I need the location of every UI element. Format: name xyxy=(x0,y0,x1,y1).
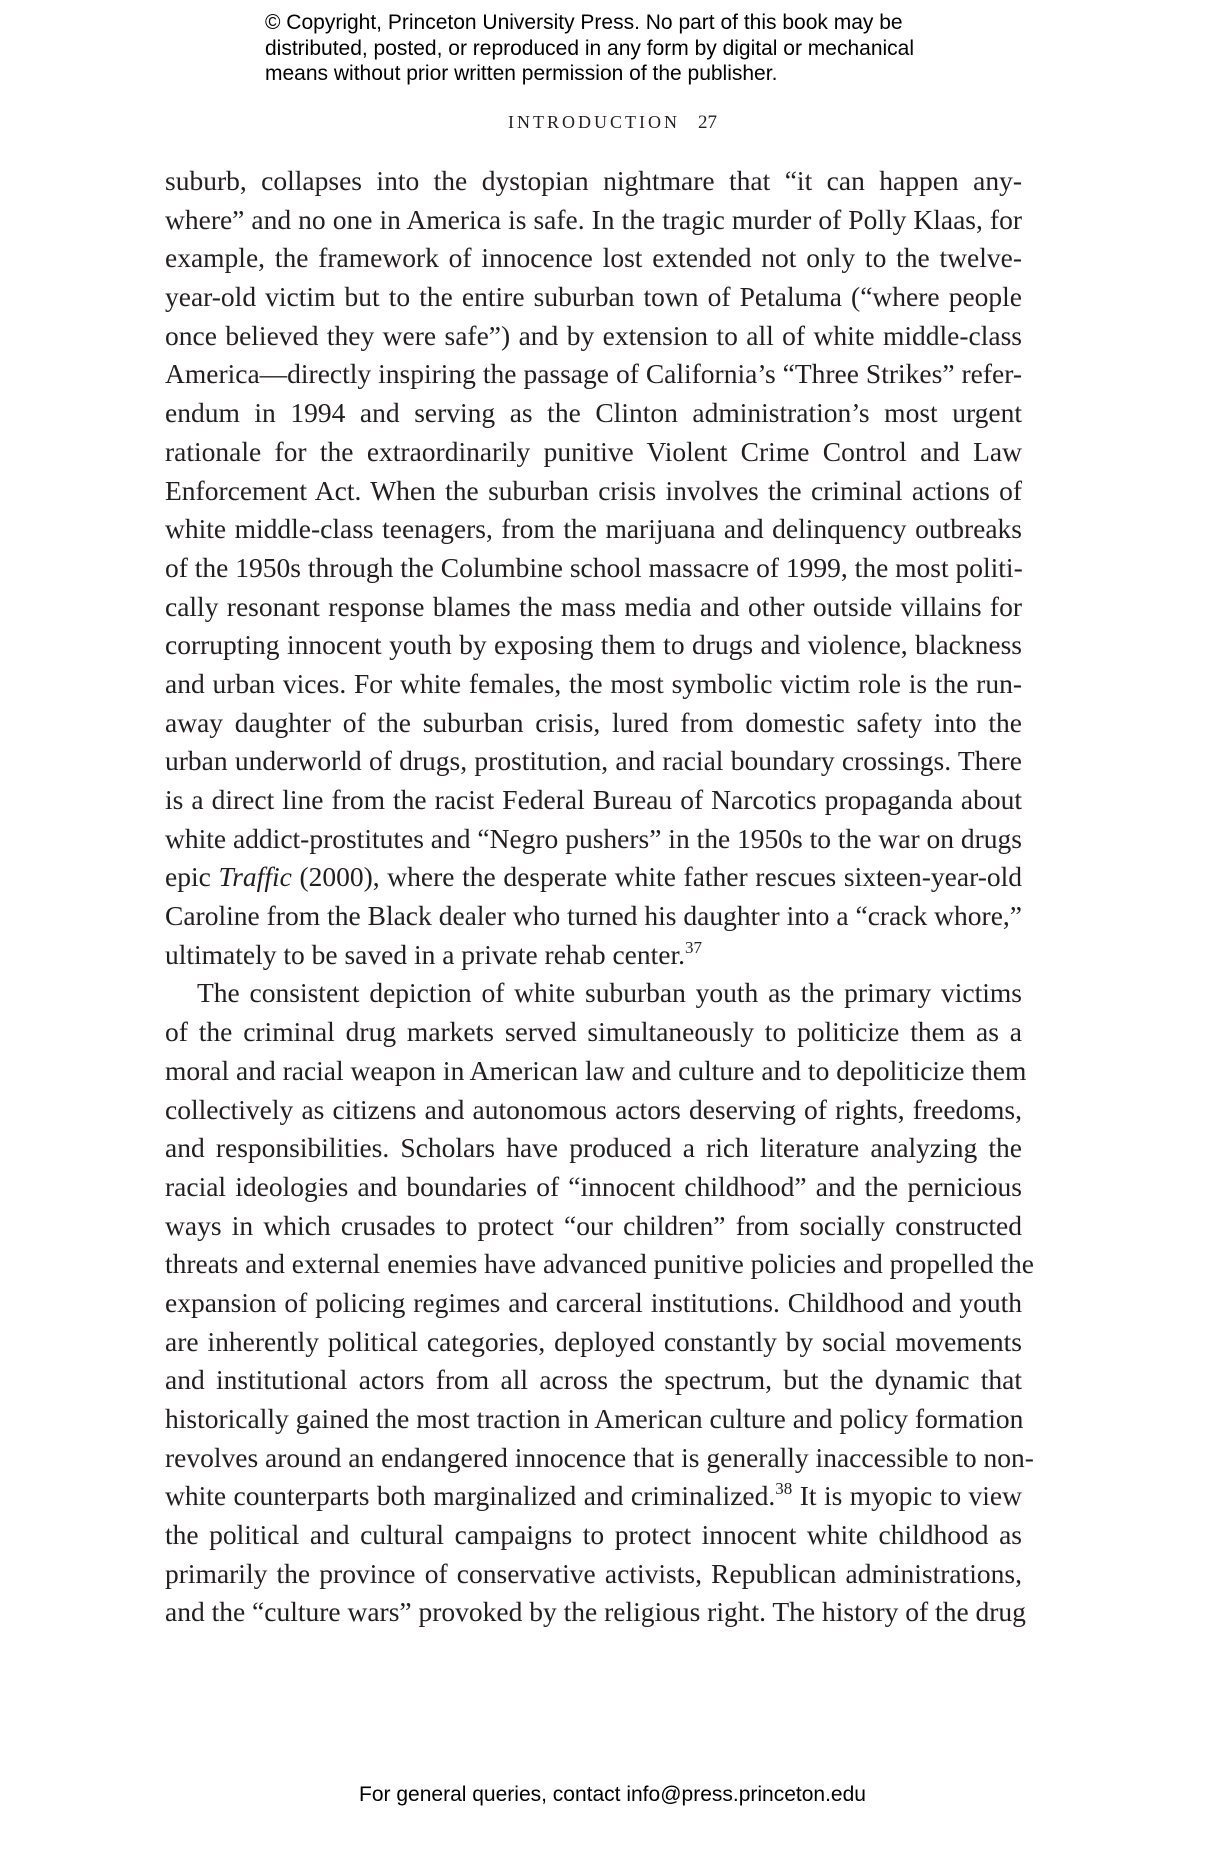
text-line xyxy=(165,936,1022,975)
text-line: suburb, collapses into the dystopian nightmare that “it can happen any- xyxy=(165,165,1022,196)
body-text xyxy=(165,162,1034,1632)
text-span: epic xyxy=(165,861,219,893)
text-line: collectively as citizens and autonomous actors deserving of rights, freedoms, xyxy=(165,1093,1022,1125)
chapter-title: INTRODUCTION xyxy=(508,112,680,132)
text-line: Enforcement Act. When the suburban crisis involves the criminal actions of xyxy=(165,474,1022,506)
text-line: revolves around an endangered innocence that is generally inaccessible to non- xyxy=(165,1441,1034,1473)
text-line: expansion of policing regimes and carceral institutions. Childhood and youth xyxy=(165,1286,1022,1318)
text-line: away daughter of the suburban crisis, lured from domestic safety into the xyxy=(165,706,1022,738)
text-line: white addict-prostitutes and “Negro pushers” in the 1950s to the war on drugs xyxy=(165,822,1022,854)
text-line: primarily the province of conservative activists, Republican administrations, xyxy=(165,1557,1022,1589)
text-line: white middle-class teenagers, from the marijuana and delinquency outbreaks xyxy=(165,513,1022,545)
text-line: example, the framework of innocence lost extended not only to the twelve- xyxy=(165,242,1022,274)
running-head xyxy=(0,112,1225,134)
copyright-line: means without prior written permission of the publisher. xyxy=(265,62,778,85)
copyright-line: © Copyright, Princeton University Press. No part of this book may be xyxy=(265,11,903,34)
text-span: It is myopic to view xyxy=(792,1480,1022,1512)
text-line: racial ideologies and boundaries of “innocent childhood” and the pernicious xyxy=(165,1170,1022,1202)
text-line: where” and no one in America is safe. In the tragic murder of Polly Klaas, for xyxy=(165,203,1022,235)
text-line: Caroline from the Black dealer who turned his daughter into a “crack whore,” xyxy=(165,900,1022,932)
text-span: (2000), where the desperate white father rescues sixteen-year-old xyxy=(291,861,1022,893)
text-line: and the “culture wars” provoked by the religious right. The history of the drug xyxy=(165,1596,1026,1628)
footnote-ref-37[interactable]: 37 xyxy=(685,937,703,957)
text-line: ways in which crusades to protect “our children” from socially constructed xyxy=(165,1209,1022,1241)
text-line xyxy=(165,858,1022,897)
text-line: is a direct line from the racist Federal Bureau of Narcotics propaganda about xyxy=(165,784,1022,815)
text-line: urban underworld of drugs, prostitution, and racial boundary crossings. There xyxy=(165,745,1022,777)
text-line: of the criminal drug markets served simultaneously to politicize them as a xyxy=(165,1016,1022,1048)
text-span: white counterparts both marginalized and criminalized. xyxy=(165,1480,776,1512)
text-line: the political and cultural campaigns to protect innocent white childhood as xyxy=(165,1519,1022,1551)
text-line: rationale for the extraordinarily punitive Violent Crime Control and Law xyxy=(165,435,1022,467)
film-title: Traffic xyxy=(218,861,292,893)
paragraph-2 xyxy=(165,974,1034,1477)
text-line: are inherently political categories, deployed constantly by social movements xyxy=(165,1325,1022,1357)
paragraph-1 xyxy=(165,162,1022,858)
text-line: The consistent depiction of white suburban youth as the primary victims xyxy=(197,977,1022,1009)
paragraph-2-cont xyxy=(165,1516,1026,1632)
text-line: moral and racial weapon in American law and culture and to depoliticize them xyxy=(165,1054,1027,1086)
footer-contact: For general queries, contact info@press.princeton.edu xyxy=(359,1783,866,1806)
text-line: year-old victim but to the entire suburban town of Petaluma (“where people xyxy=(165,281,1022,313)
text-line: and urban vices. For white females, the most symbolic victim role is the run- xyxy=(165,667,1022,699)
text-line: of the 1950s through the Columbine school massacre of 1999, the most politi- xyxy=(165,551,1023,583)
text-line: corrupting innocent youth by exposing them to drugs and violence, blackness xyxy=(165,629,1022,661)
text-line xyxy=(165,1477,1022,1516)
copyright-notice xyxy=(265,10,914,87)
text-line: threats and external enemies have advanced punitive policies and propelled the xyxy=(165,1248,1034,1280)
text-line: America—directly inspiring the passage of California’s “Three Strikes” refer- xyxy=(165,358,1022,390)
text-line: once believed they were safe”) and by extension to all of white middle-class xyxy=(165,319,1022,351)
page-number: 27 xyxy=(697,112,717,133)
text-span: ultimately to be saved in a private rehab center. xyxy=(165,938,686,970)
text-line: and institutional actors from all across the spectrum, but the dynamic that xyxy=(165,1364,1022,1396)
footnote-ref-38[interactable]: 38 xyxy=(775,1479,793,1499)
text-line: and responsibilities. Scholars have produced a rich literature analyzing the xyxy=(165,1132,1022,1164)
copyright-line: distributed, posted, or reproduced in any form by digital or mechanical xyxy=(265,36,915,60)
text-line: endum in 1994 and serving as the Clinton administration’s most urgent xyxy=(165,397,1022,429)
text-line: historically gained the most traction in American culture and policy formation xyxy=(165,1403,1024,1434)
text-line: cally resonant response blames the mass media and other outside villains for xyxy=(165,590,1022,622)
